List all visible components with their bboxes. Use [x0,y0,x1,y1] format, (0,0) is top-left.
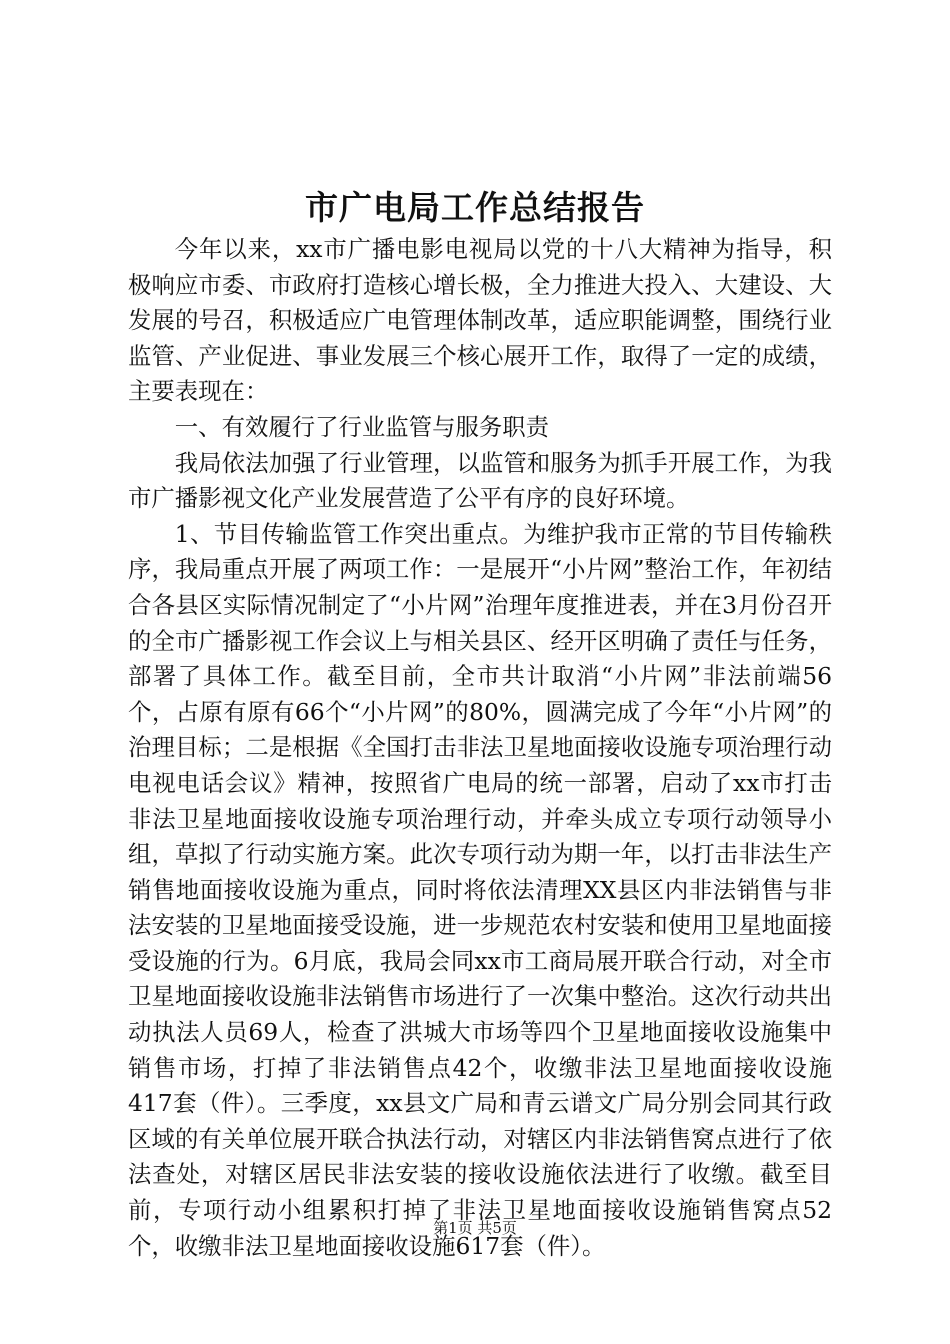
document-title: 市广电局工作总结报告 [305,188,645,227]
section-heading: 一、有效履行了行业监管与服务职责 [174,412,550,441]
paragraph-transmission-supervision: 1、节目传输监管工作突出重点。为维护我市正常的节目传输秩序，我局重点开展了两项工作：一是展开“小片网”整治工作，年初结合各县区实际情况制定了“小片网”治理年度推进表，并在3月份召开的全市广播影视工作会议上与相关县区、经开区明确了责任与任务，部署了具体工作。截至目前，全市共计取消“小片网”非法前端56个，占原有原有66个“小片网”的80%，圆满完成了今年“小片网”的治理目标；二是根据《全国打击非法卫星地面接收设施专项治理行动电视电话会议》精神，按照省广电局的统一部署，启动了xx市打击非法卫星地面接收设施专项治理行动，并牵头成立专项行动领导小组，草拟了行动实施方案。此次专项行动为期一年，以打击非法生产销售地面接收设施为重点，同时将依法清理XX县区内非法销售与非法安装的卫星地面接受设施，进一步规范农村安装和使用卫星地面接受设施的行为。6月底，我局会同xx市工商局展开联合行动，对全市卫星地面接收设施非法销售市场进行了一次集中整治。这次行动共出动执法人员69人，检查了洪城大市场等四个卫星地面接收设施集中销售市场，打掉了非法销售点42个，收缴非法卫星地面接收设施417套（件）。三季度，xx县文广局和青云谱文广局分别会同其行政区域的有关单位展开联合执法行动，对辖区内非法销售窝点进行了依法查处，对辖区居民非法安装的接收设施依法进行了收缴。截至目前，专项行动小组累积打掉了非法卫星地面接收设施销售窝点52个，收缴非法卫星地面接收设施617套（件）。 [128,519,832,1260]
paragraph-intro: 今年以来，xx市广播电影电视局以党的十八大精神为指导，积极响应市委、市政府打造核心增长极，全力推进大投入、大建设、大发展的号召，积极适应广电管理体制改革，适应职能调整，围绕行业监管、产业促进、事业发展三个核心展开工作，取得了一定的成绩，主要表现在： [128,235,832,406]
page-number: 第1页 共5页 [433,1219,517,1237]
paragraph-regulation: 我局依法加强了行业管理，以监管和服务为抓手开展工作，为我市广播影视文化产业发展营造了公平有序的良好环境。 [128,448,832,513]
document-body [128,232,832,1264]
